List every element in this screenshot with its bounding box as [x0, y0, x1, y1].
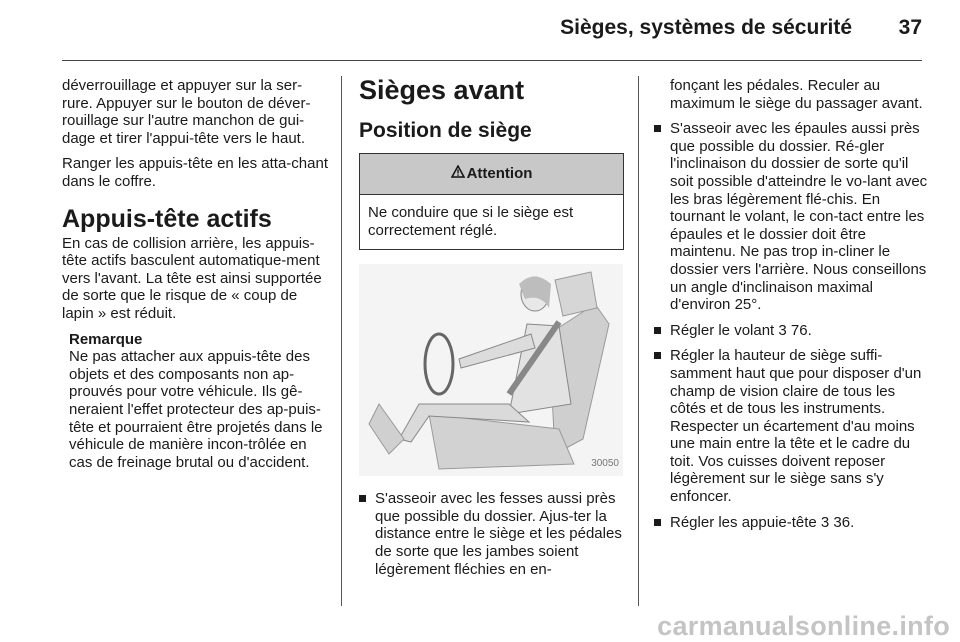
list-item: S'asseoir avec les épaules aussi près que possible du dossier. Ré-gler l'inclinaison du dossier de sorte qu'il soit possible d'atteindre le vo-lant avec les bras légèrement flé-chis. En tournant le volant, le con-tact entre les épaules et le dossier doit être maintenu. Ne pas trop in-cliner le dossier vers l'arrière. Nous conseillons un angle d'inclinaison maximal d'environ 25°.	[654, 120, 930, 314]
paragraph: déverrouillage et appuyer sur la ser-rure. Appuyer sur le bouton de déver-rouillage sur l'autre manchon de gui-dage et tirer l'appui-tête vers le haut.	[62, 77, 311, 147]
note-text: Ne pas attacher aux appuis-tête des objets et des composants non ap-prouvés pour votre véhicule. Ils gê-neraient l'effet protecteur des ap-puis-tête et pourraient être projetés dans le véhicule de manière incon-trôlée en cas de freinage brutal ou d'accident.	[69, 348, 323, 471]
section-heading-active-headrests: Appuis-tête actifs	[62, 204, 272, 233]
square-bullet-icon	[654, 125, 661, 132]
note-block	[69, 331, 330, 472]
warning-triangle-icon	[451, 165, 465, 183]
list-item: Régler les appuie-tête 3 36.	[654, 514, 930, 532]
figure-code: 30050	[591, 457, 619, 469]
list-item: S'asseoir avec les fesses aussi près que possible du dossier. Ajus-ter la distance entre le siège et les pédales de sorte que les jambes soient légèrement fléchies en en-	[359, 490, 624, 578]
column-right	[654, 77, 930, 539]
page-title: Sièges, systèmes de sécurité	[560, 16, 852, 39]
column-divider	[341, 76, 342, 606]
page-number: 37	[898, 16, 922, 39]
seat-position-illustration	[359, 264, 623, 476]
watermark: carmanualsonline.info	[657, 611, 950, 641]
square-bullet-icon	[359, 495, 366, 502]
warning-text: Ne conduire que si le siège est correctement réglé.	[368, 204, 574, 239]
column-middle	[359, 77, 624, 586]
warning-header	[360, 154, 623, 195]
note-title: Remarque	[69, 330, 143, 348]
bullet-list	[359, 490, 624, 578]
square-bullet-icon	[654, 352, 661, 359]
list-item: Régler le volant 3 76.	[654, 322, 930, 340]
subsection-heading: Position de siège	[359, 119, 532, 142]
page-header	[0, 0, 960, 62]
square-bullet-icon	[654, 519, 661, 526]
bullet-list	[654, 120, 930, 531]
column-divider	[638, 76, 639, 606]
column-left	[62, 77, 330, 471]
continued-text: fonçant les pédales. Reculer au maximum le siège du passager avant.	[670, 77, 923, 112]
header-rule	[62, 60, 922, 61]
list-item: Régler la hauteur de siège suffi-samment haut que pour disposer d'un champ de vision claire de tous les côtés et de tous les instruments. Respecter un écartement d'au moins une main entre la tête et le cadre du toit. Vos cuisses doivent reposer légèrement sur le siège sans s'y enfoncer.	[654, 347, 930, 505]
warning-box	[359, 153, 624, 250]
warning-title: Attention	[466, 165, 533, 183]
square-bullet-icon	[654, 327, 661, 334]
chapter-heading: Sièges avant	[359, 75, 525, 105]
driver-seat-drawing	[359, 264, 623, 476]
paragraph: En cas de collision arrière, les appuis-tête actifs basculent automatique-ment vers l'avant. La tête est ainsi supportée de sorte que le risque de « coup de lapin » est réduit.	[62, 234, 322, 322]
paragraph: Ranger les appuis-tête en les atta-chant dans le coffre.	[62, 155, 328, 190]
